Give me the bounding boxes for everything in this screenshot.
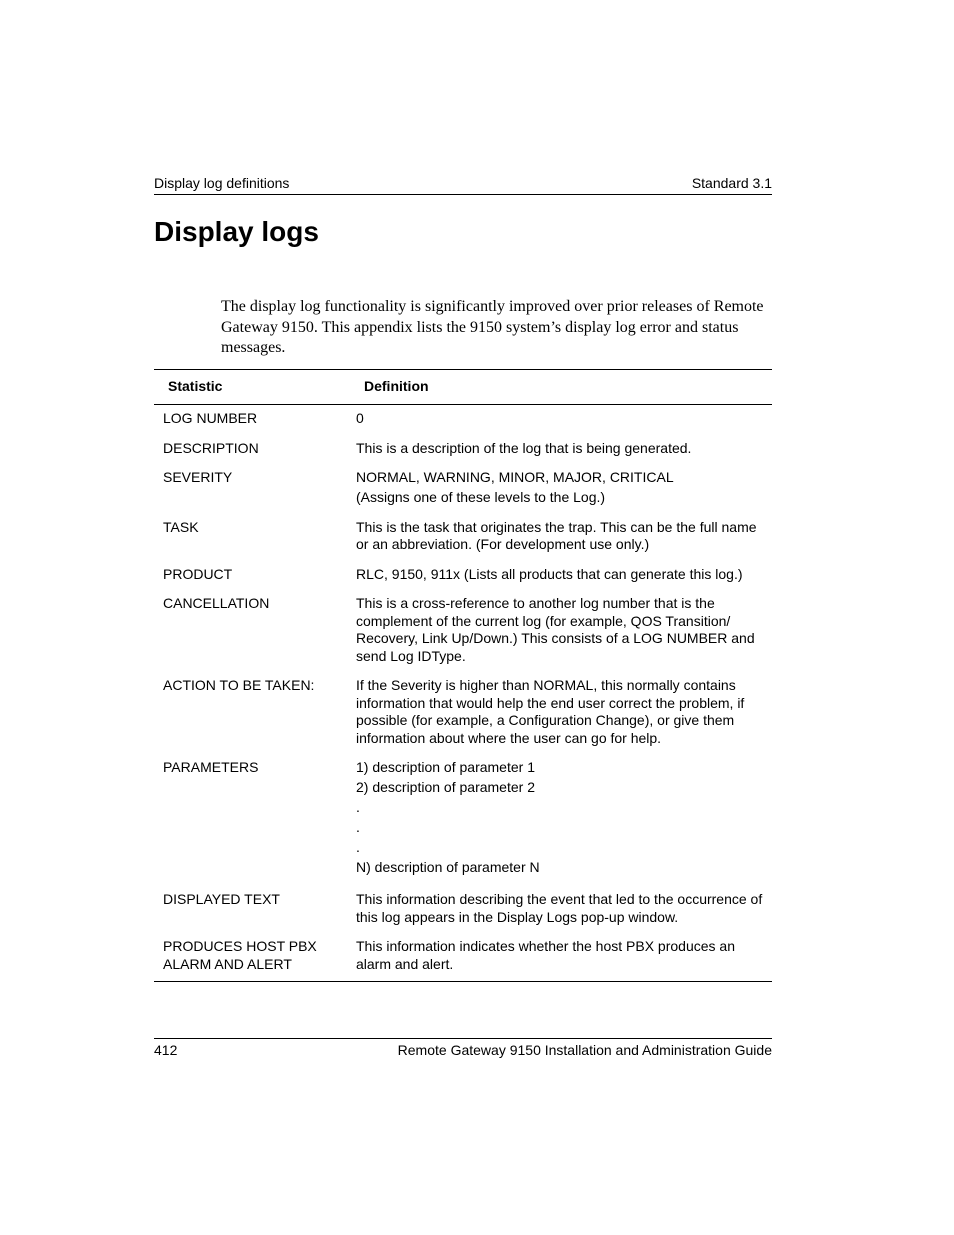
statistic-cell: ACTION TO BE TAKEN: [163,677,315,693]
footer-guide-title: Remote Gateway 9150 Installation and Administration Guide [397,1042,772,1058]
running-footer [154,1038,772,1061]
ellipsis-dot: . [356,839,360,855]
parameter-line: 2) description of parameter 2 [356,779,535,795]
table-row [154,886,772,933]
definition-text: 0 [356,410,364,426]
table-row [154,514,772,561]
definition-cell [351,590,772,672]
definition-text: This information describing the event that led to the occurrence of this log appears in the Display Logs pop-up window. [356,891,763,925]
statistic-cell: CANCELLATION [163,595,270,611]
table-row [154,464,772,514]
table-row [154,561,772,591]
table-header-row [154,370,772,405]
display-log-table [154,369,772,982]
page-title: Display logs [154,216,319,247]
definition-note: (Assigns one of these levels to the Log.) [356,489,606,505]
ellipsis-dot: . [356,819,360,835]
header-standard-version: Standard 3.1 [691,175,772,191]
definition-text: This is a cross-reference to another log number that is the complement of the current log (for example, QOS Transition/ Recovery, Link Up/Down.) This consists of a LOG NUMBER and send Log IDType. [356,595,755,664]
statistic-cell: DISPLAYED TEXT [163,891,280,907]
intro-paragraph: The display log functionality is significantly improved over prior releases of Remote Gateway 9150. This appendix lists the 9150 system’s display log error and status messages. [221,298,764,356]
definition-cell [351,886,772,933]
table-row [154,933,772,982]
definition-cell [351,561,772,591]
definition-cell [351,405,772,435]
column-header-definition: Definition [351,370,772,405]
table-row [154,672,772,754]
definition-cell [351,435,772,465]
statistic-cell: LOG NUMBER [163,410,258,426]
definition-cell [351,672,772,754]
definition-cell [351,933,772,982]
definition-cell [351,464,772,514]
definition-text: NORMAL, WARNING, MINOR, MAJOR, CRITICAL [356,469,674,485]
table-row [154,754,772,886]
statistic-cell: PRODUCES HOST PBX ALARM AND ALERT [163,938,317,972]
column-header-statistic: Statistic [154,370,351,405]
definition-cell [351,514,772,561]
running-header [154,174,772,195]
page-number: 412 [154,1042,178,1058]
table-row [154,435,772,465]
ellipsis-dot: . [356,799,360,815]
definition-text: RLC, 9150, 911x (Lists all products that can generate this log.) [356,565,743,582]
definition-text: This is the task that originates the trap. This can be the full name or an abbreviation. (For development use only.) [356,518,757,552]
table-row [154,405,772,435]
definition-text: This is a description of the log that is being generated. [356,439,692,456]
parameter-line: 1) description of parameter 1 [356,759,535,775]
statistic-cell: PRODUCT [163,565,233,582]
parameter-line: N) description of parameter N [356,859,540,875]
statistic-cell: TASK [163,518,199,535]
statistic-cell: DESCRIPTION [163,439,259,456]
definition-cell [351,754,772,886]
definition-text: If the Severity is higher than NORMAL, this normally contains information that would help the end user correct the problem, if possible (for example, a Configuration Change), or give them information about where the user can go for help. [356,677,745,746]
table-row [154,590,772,672]
definition-text: This information indicates whether the host PBX produces an alarm and alert. [356,938,735,972]
statistic-cell: SEVERITY [163,469,233,485]
statistic-cell: PARAMETERS [163,759,259,775]
header-section-title: Display log definitions [154,175,290,191]
